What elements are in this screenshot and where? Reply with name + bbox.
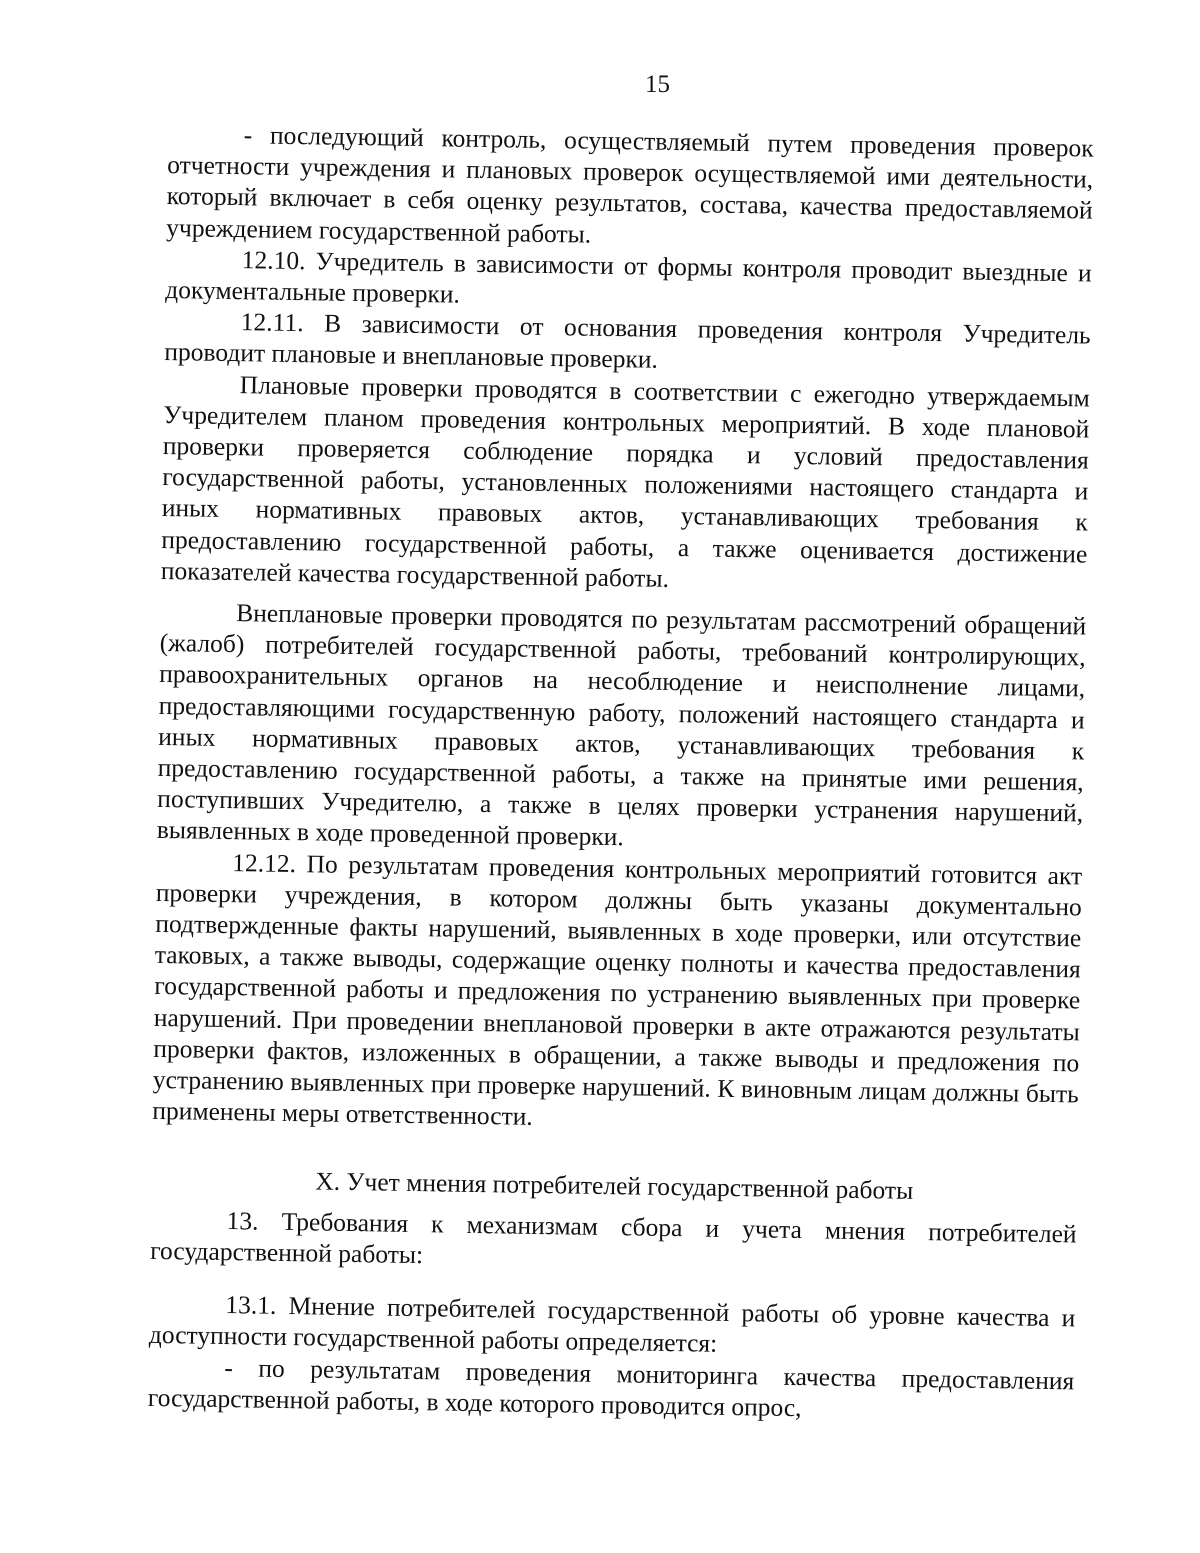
paragraph-planned-checks: Плановые проверки проводятся в соответствии с ежегодно утверждаемым Учредителем планом проведения контрольных мероприятий. В ходе плановой проверки проверяется соблюдение порядка и условий предоставления государственной работы, установленных положениями настоящего стандарта и иных нормативных правовых актов, устанавливающих требования к предоставлению государственной работы, а также оценивается достижение показателей качества государственной работы. (160, 369, 1090, 593)
section-heading: X. Учет мнения потребителей государственной работы (315, 1165, 914, 1205)
paragraph-12-11: 12.11. В зависимости от основания проведения контроля Учредитель проводит плановые и внеплановые проверки. (164, 307, 1091, 375)
paragraph-monitoring: - по результатам проведения мониторинга качества предоставления государственной работы, в ходе которого проводится опрос, (147, 1352, 1075, 1422)
page-number: 15 (645, 71, 670, 98)
paragraph-12-12: 12.12. По результатам проведения контрольных мероприятий готовится акт проверки учреждения, в котором должны быть указаны документально подтвержденные факты нарушений, выявленных в ходе проверки, или отсутствие таковых, а также выводы, содержащие оценку полноты и качества предоставления государственной работы и предложения по устранению выявленных при проверке нарушений. При проведении внеплановой проверки в акте отражаются результаты проверки фактов, изложенных в обращении, а также выводы и предложения по устранению выявленных при проверке нарушений. К виновным лицам должны быть применены меры ответственности. (152, 847, 1083, 1132)
paragraph-unplanned-checks: Внеплановые проверки проводятся по результатам рассмотрений обращений (жалоб) потребителей государственной работы, требований контролирующих, правоохранительных органов на несоблюдение и неисполнение лицами, предоставляющими государственную работу, положений настоящего стандарта и иных нормативных правовых актов, устанавливающих требования к предоставлению государственной работы, а также на принятые ими решения, поступивших Учредителю, а также в целях проверки устранения нарушений, выявленных в ходе проведенной проверки. (156, 598, 1087, 852)
paragraph-13: 13. Требования к механизмам сбора и учета мнения потребителей государственной работы: (149, 1205, 1077, 1270)
paragraph-followup-control: - последующий контроль, осуществляемый путем проведения проверок отчетности учреждения и плановых проверок осуществляемой ими деятельности, который включает в себя оценку результатов, состава, качества предоставляемой учреждением государственной работы. (166, 120, 1094, 249)
paragraph-13-1: 13.1. Мнение потребителей государственной работы об уровне качества и доступности государственной работы определяется: (148, 1290, 1076, 1359)
document-body (148, 118, 1094, 1427)
paragraph-12-10: 12.10. Учредитель в зависимости от формы контроля проводит выездные и документальные проверки. (165, 244, 1092, 309)
